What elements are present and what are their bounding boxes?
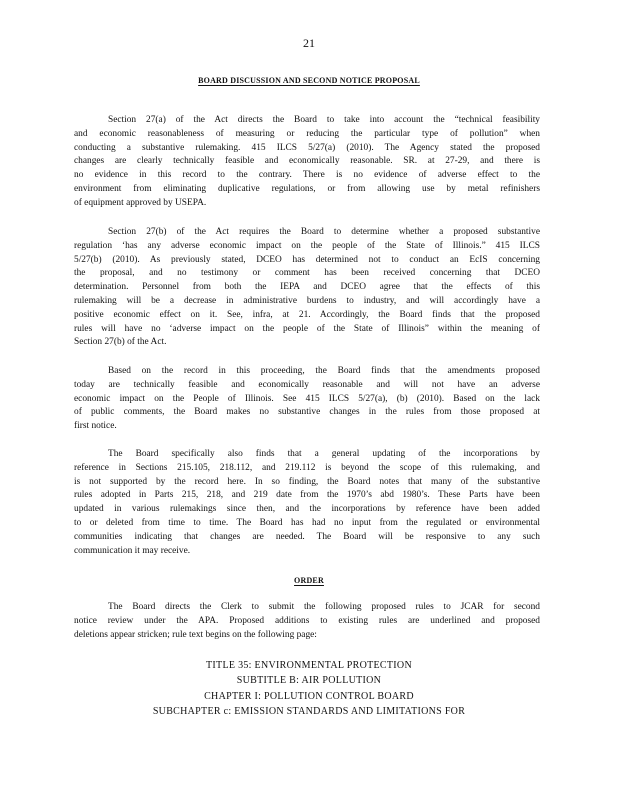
paragraph-line: economic impact on the People of Illinois. See 415 ILCS 5/27(a), (b) (2010). Based on the lack: [74, 393, 540, 404]
paragraph-line: rulemaking will be a decrease in administrative burdens to industry, and will accordingly have a: [74, 295, 540, 306]
paragraph-line: to or deleted from time to time. The Board has had no input from the regulated or environmental: [74, 517, 540, 528]
paragraph-line: the proposal, and no testimony or comment has been received concerning that DCEO: [74, 268, 540, 279]
order-heading: [0, 576, 618, 585]
paragraph-line: environment from eliminating duplicative regulations, or from allowing use by metal refinishers: [74, 183, 540, 194]
paragraph-line: is not supported by the record here. In so finding, the Board notes that many of the substantive: [74, 476, 540, 487]
paragraph-line: rules adopted in Parts 215, 218, and 219 date from the 1970’s abd 1980’s. These Parts have been: [74, 490, 540, 501]
rule-title-block: [0, 658, 618, 720]
paragraph-line: no evidence in this record to the contrary. There is no evidence of adverse effect to the: [74, 170, 540, 181]
paragraph-line: Based on the record in this proceeding, the Board finds that the amendments proposed: [108, 366, 540, 376]
paragraph-line: Section 27(a) of the Act directs the Board to take into account the “technical feasibility: [108, 115, 540, 125]
paragraph-section-27a: [74, 114, 540, 211]
paragraph-board-findings: [74, 365, 540, 434]
paragraph-line: positive economic effect on it. See, infra, at 21. Accordingly, the Board finds that the proposed: [74, 309, 540, 320]
paragraph-line: Section 27(b) of the Act.: [74, 337, 167, 348]
paragraph-line: today are technically feasible and economically reasonable and will not have an adverse: [74, 379, 540, 390]
paragraph-line: conducting a substantive rulemaking. 415 ILCS 5/27(a) (2010). The Agency stated the proposed: [74, 142, 540, 153]
paragraph-line: deletions appear stricken; rule text begins on the following page:: [74, 629, 317, 640]
paragraph-line: regulation ‘has any adverse economic impact on the people of the State of Illinois.” 415 ILCS: [74, 240, 540, 251]
page-number: 21: [303, 36, 315, 50]
paragraph-line: and economic reasonableness of measuring or reducing the particular type of pollution” when: [74, 128, 540, 139]
subchapter-line: SUBCHAPTER c: EMISSION STANDARDS AND LIMITATIONS FOR: [152, 706, 466, 718]
paragraph-line: changes are clearly technically feasible and economically reasonable. SR. at 27-29, and there is: [74, 156, 540, 167]
chapter-line: CHAPTER I: POLLUTION CONTROL BOARD: [204, 690, 414, 702]
paragraph-line: of equipment approved by USEPA.: [74, 197, 207, 208]
paragraph-line: The Board directs the Clerk to submit the following proposed rules to JCAR for second: [108, 602, 540, 612]
paragraph-line: determination. Personnel from both the IEPA and DCEO agree that the effects of this: [74, 282, 540, 293]
paragraph-line: reference in Sections 215.105, 218.112, and 219.112 is beyond the scope of this rulemaking, and: [74, 462, 540, 473]
paragraph-line: updated in various rulemakings since then, and the incorporations by reference have been added: [74, 504, 540, 515]
paragraph-line: communication it may receive.: [74, 545, 191, 556]
order-paragraph: [74, 601, 540, 642]
paragraph-line: The Board specifically also finds that a general updating of the incorporations by: [108, 449, 540, 459]
paragraph-line: 5/27(b) (2010). As previously stated, DCEO has determined not to conduct an EcIS concerning: [74, 254, 540, 265]
section-heading: [0, 76, 618, 85]
section-heading-text: BOARD DISCUSSION AND SECOND NOTICE PROPOSAL: [198, 76, 420, 85]
paragraph-line: Section 27(b) of the Act requires the Board to determine whether a proposed substantive: [108, 227, 540, 237]
paragraph-line: communities indicating that changes are needed. The Board will be responsive to any such: [74, 531, 540, 542]
paragraph-incorporations: [74, 448, 540, 558]
paragraph-line: rules will have no ‘adverse impact on the people of the State of Illinois” within the meaning of: [74, 323, 540, 334]
subtitle-line: SUBTITLE B: AIR POLLUTION: [236, 675, 382, 687]
paragraph-line: notice review under the APA. Proposed additions to existing rules are underlined and proposed: [74, 615, 540, 626]
paragraph-section-27b: [74, 226, 540, 350]
paragraph-line: first notice.: [74, 421, 117, 432]
order-heading-text: ORDER: [294, 576, 324, 585]
title-line: TITLE 35: ENVIRONMENTAL PROTECTION: [206, 660, 412, 671]
paragraph-line: of public comments, the Board makes no substantive changes in the rules from those proposed at: [74, 407, 540, 418]
